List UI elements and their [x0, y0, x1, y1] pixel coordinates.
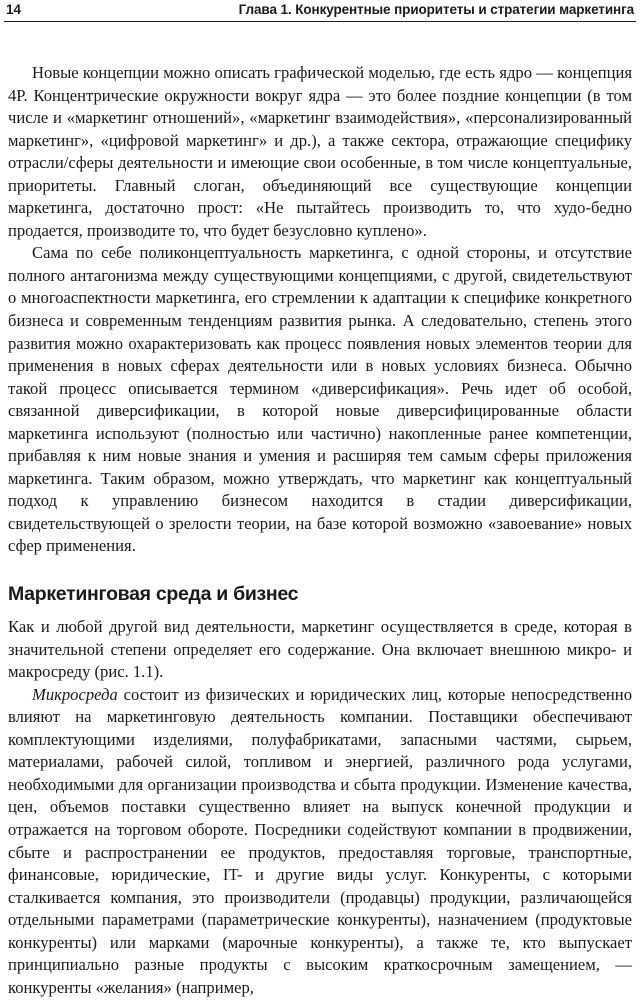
paragraph: Как и любой другой вид деятельности, маркетинг осуществляется в среде, которая в значительной степени определяет его содержание. Она включает внешнюю микро- и макросреду (рис. 1.1). — [8, 617, 632, 682]
body-text — [8, 62, 632, 999]
paragraph: Новые концепции можно описать графической моделью, где есть ядро — концепция 4Р. Концентрические окружности вокруг ядра — это более поздние концепции (в том числе и «маркетинг отношений», «маркетинг взаимодействия», «персонализированный маркетинг», «цифровой маркетинг» и др.), а также сектора, отражающие специфику отрасли/сферы деятельности и имеющие свои особенные, в том числе концептуальные, приоритеты. Главный слоган, объединяющий все существующие концепции маркетинга, достаточно прост: «Не пытайтесь производить то, что худо-бедно продается, производите то, что будет безусловно куплено». — [8, 63, 632, 240]
page-header — [4, 0, 636, 22]
page-number: 14 — [6, 2, 22, 17]
paragraph — [8, 684, 632, 1000]
section-heading: Маркетинговая среда и бизнес — [8, 583, 299, 606]
term-microenvironment: Микросреда — [32, 684, 118, 704]
paragraph-text: состоит из физических и юридических лиц, которые непосредственно влияют на маркетинговую деятельность компании. Поставщики обеспечивают комплектующими изделиями, полуфабрикатами, запасными частями, сырьем, материалами, рабочей силой, топливом и энергией, различного рода услугами, необходимыми для организации производства и сбыта продукции. Изменение качества, цен, объемов поставки существенно влияет на выпуск конечной продукции и отражается на торговом обороте. Посредники содействуют компании в продвижении, сбыте и распространении ее продуктов, предоставляя торговые, транспортные, финансовые, юридические, IT- и другие виды услуг. Конкуренты, с которыми сталкивается компания, это производители (продавцы) продукции, различающейся отдельными параметрами (параметрические конкуренты), назначением (продуктовые конкуренты) или марками (марочные конкуренты), а также те, кто выпускает принципиально разные продукты с высоким краткосрочным замещением, — конкуренты «желания» (например, — [8, 684, 632, 997]
running-title: Глава 1. Конкурентные приоритеты и стратегии маркетинга — [238, 2, 634, 17]
paragraph: Сама по себе поликонцептуальность маркетинга, с одной стороны, и отсутствие полного антагонизма между существующими концепциями, с другой, свидетельствуют о многоаспектности маркетинга, его стремлении к адаптации к специфике конкретного бизнеса и современным тенденциям развития рынка. А следовательно, степень этого развития можно охарактеризовать как процесс появления новых элементов теории для применения в новых сферах деятельности или в новых условиях бизнеса. Обычно такой процесс описывается термином «диверсификация». Речь идет об особой, связанной диверсификации, в которой новые диверсифицированные области маркетинга используют (полностью или частично) накопленные ранее компетенции, прибавляя к ним новые знания и умения и расширяя тем самым сферы приложения маркетинга. Таким образом, можно утверждать, что маркетинг как концептуальный подход к управлению бизнесом находится в стадии диверсификации, свидетельствующей о зрелости теории, на базе которой возможно «завоевание» новых сфер применения. — [8, 243, 632, 556]
